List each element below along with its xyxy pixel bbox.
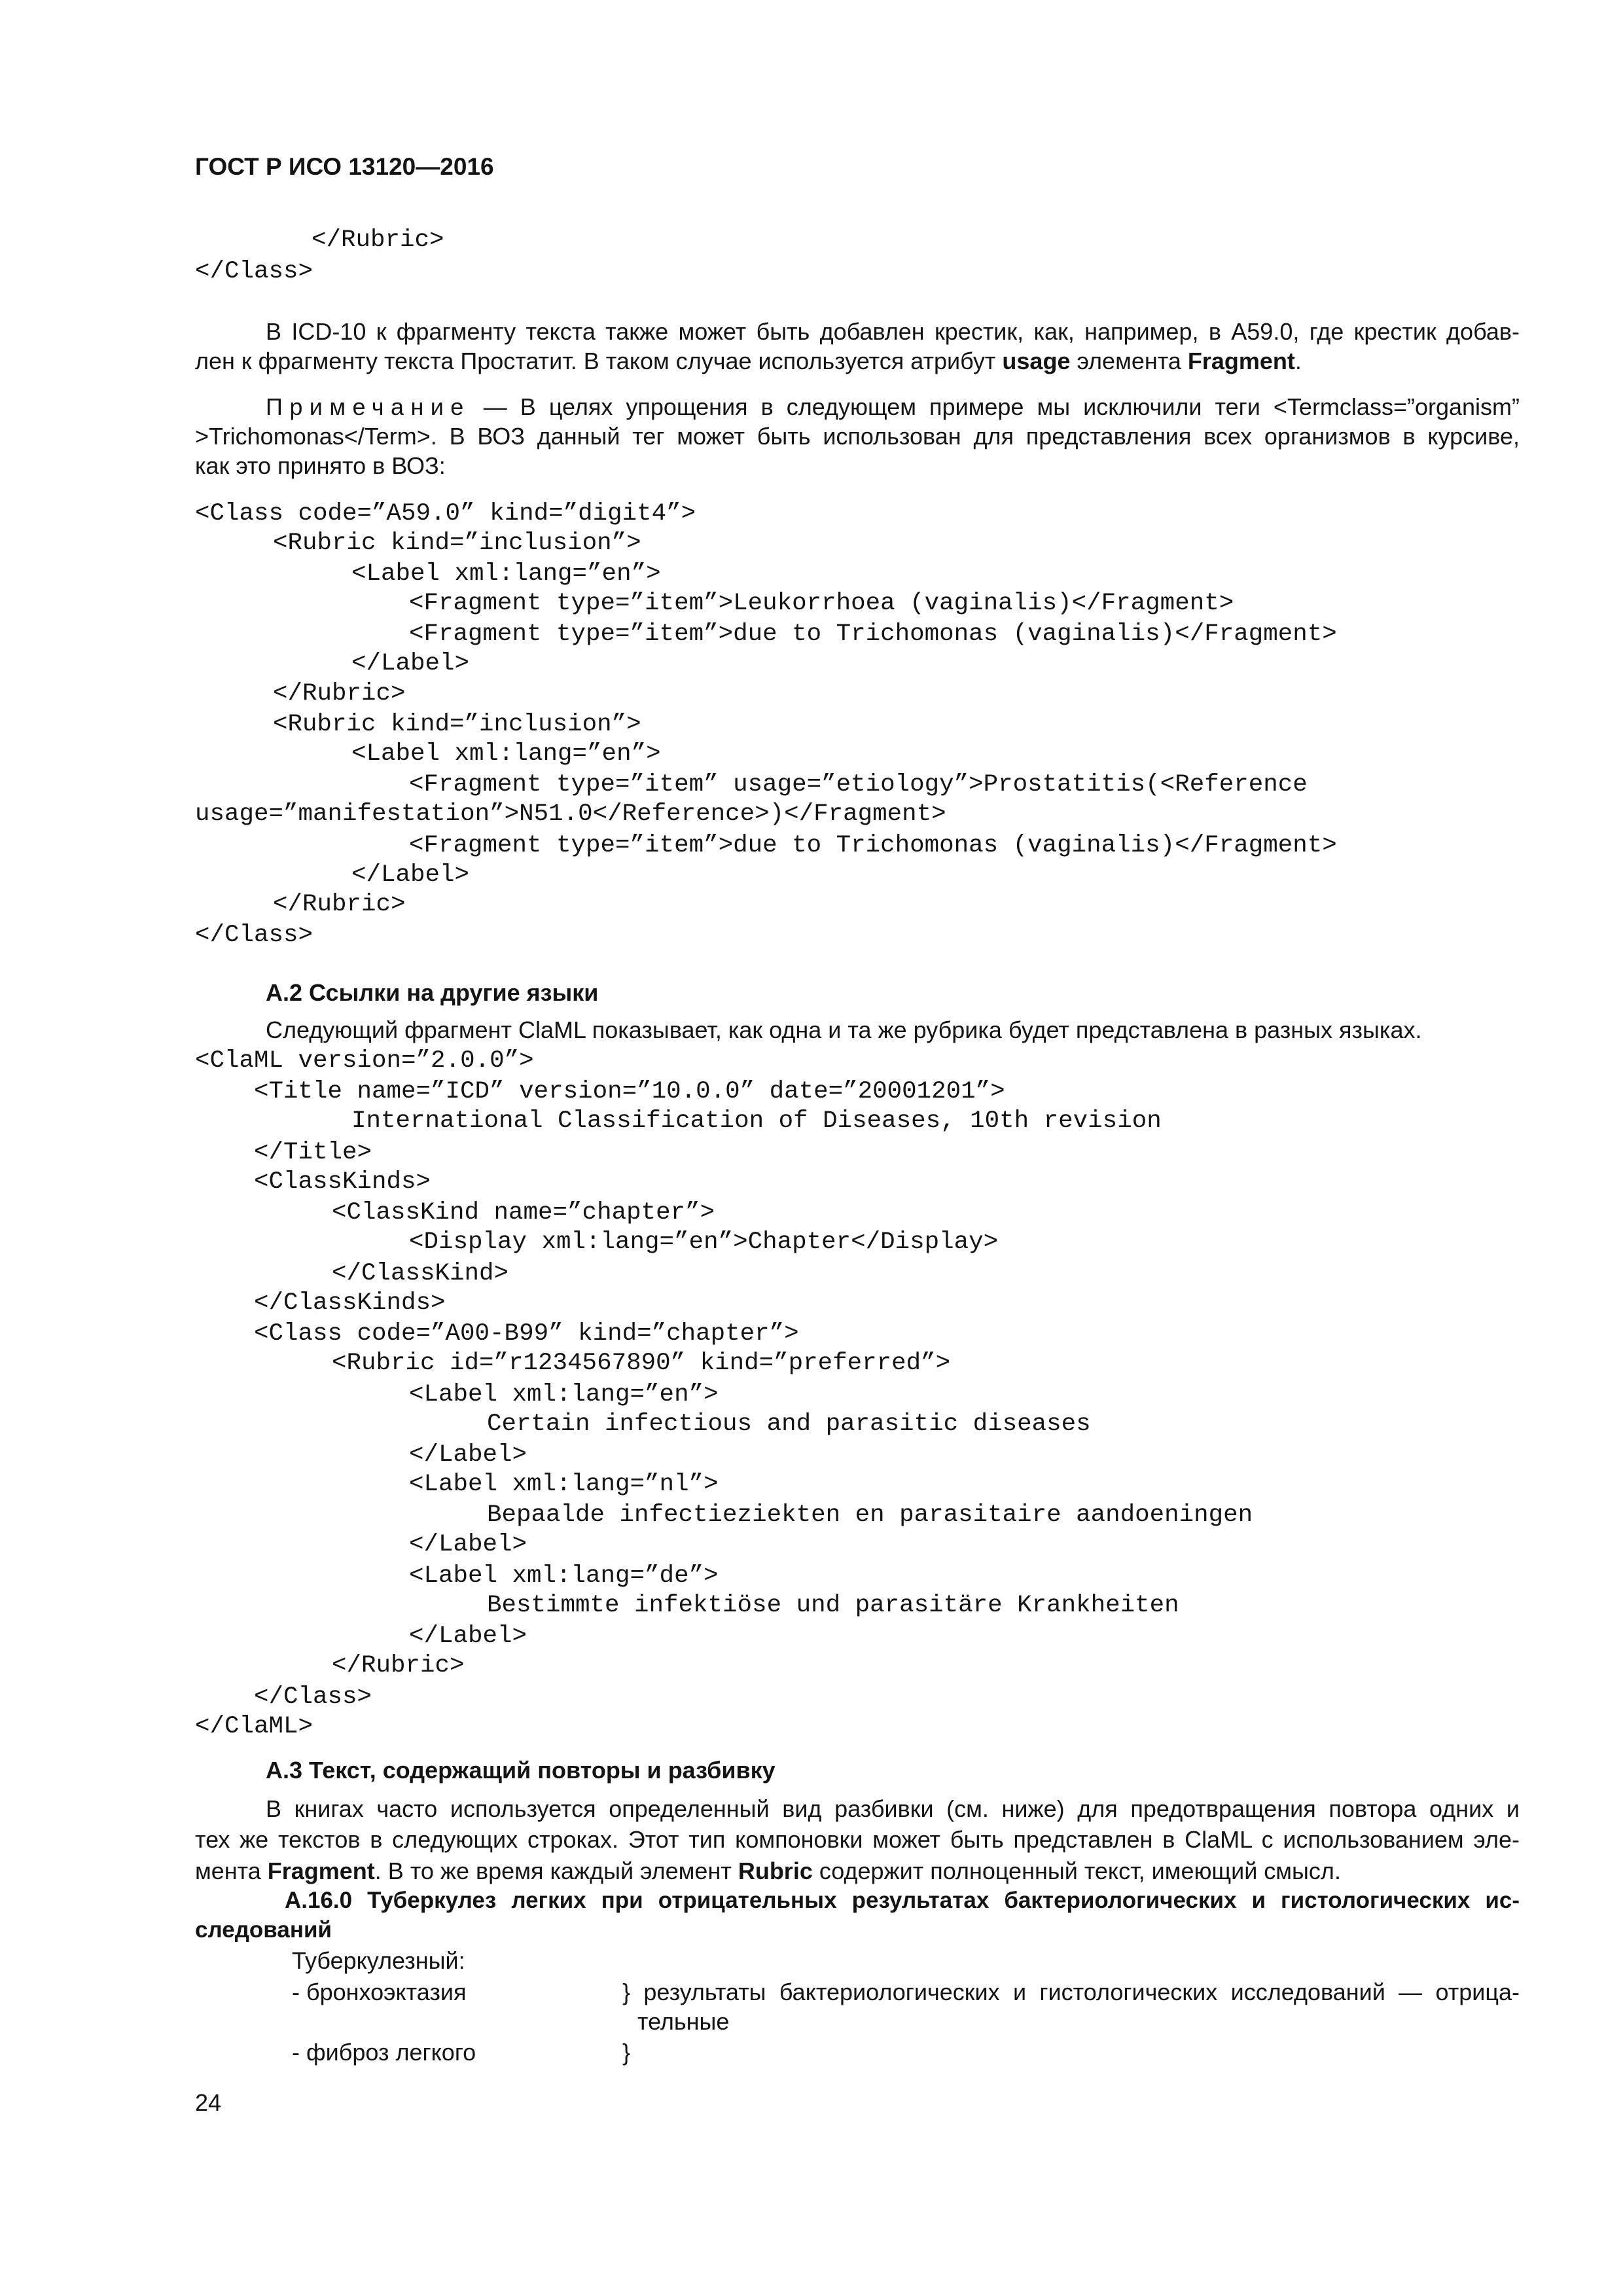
code-line: <Fragment type=”item”>due to Trichomonas (vaginalis)</Fragment>	[409, 832, 1337, 859]
note-line: как это принято в ВОЗ:	[195, 452, 446, 479]
code-line: <Class code=”A00-B99” kind=”chapter”>	[254, 1320, 799, 1348]
code-line: <Fragment type=”item” usage=”etiology”>Prostatitis(<Reference	[409, 771, 1308, 798]
code-line: <ClaML version=”2.0.0”>	[195, 1047, 534, 1075]
code-line: </ClassKind>	[332, 1260, 509, 1287]
code-line: </Label>	[409, 1531, 527, 1558]
code-line: </ClassKinds>	[254, 1289, 446, 1317]
section-heading: А.3 Текст, содержащий повторы и разбивку	[266, 1757, 776, 1784]
code-line: <Rubric id=”r1234567890” kind=”preferred”>	[332, 1350, 951, 1377]
code-line: </Class>	[254, 1683, 372, 1711]
code-line: <ClassKinds>	[254, 1168, 431, 1196]
code-line: <Label xml:lang=”nl”>	[409, 1471, 719, 1498]
code-line: </Class>	[195, 922, 313, 949]
brace-text: } результаты бактериологических и гистологических исследований — отрица-	[622, 1979, 1520, 2005]
section-heading: А.2 Ссылки на другие языки	[266, 979, 599, 1006]
code-line: <Label xml:lang=”en”>	[351, 560, 661, 588]
code-line: </Label>	[351, 650, 470, 677]
example-heading: следований	[195, 1917, 332, 1943]
list-item: - фиброз легкого	[292, 2039, 476, 2066]
code-line: <Fragment type=”item”>due to Trichomonas (vaginalis)</Fragment>	[409, 620, 1337, 648]
code-line: </Label>	[409, 1441, 527, 1469]
text-segment: .	[1294, 348, 1302, 374]
code-line: <ClassKind name=”chapter”>	[332, 1199, 715, 1227]
code-line: <Label xml:lang=”en”>	[409, 1381, 719, 1408]
note-line: >Trichomonas</Term>. В ВОЗ данный тег может быть использован для представления всех организмов в курсиве,	[195, 423, 1520, 450]
text-segment: — В целях упрощения в следующем примере мы исключили теги <Termclass=”organism”	[470, 393, 1520, 420]
code-line: <Title name=”ICD” version=”10.0.0” date=”20001201”>	[254, 1078, 1005, 1105]
paragraph-line: тех же текстов в следующих строках. Этот тип компоновки может быть представлен в ClaML с использованием эле-	[195, 1826, 1520, 1853]
text-segment: . В то же время каждый элемент	[374, 1857, 738, 1884]
text-segment: элемента	[1070, 348, 1188, 374]
code-line: </ClaML>	[195, 1713, 313, 1740]
code-line: International Classification of Diseases, 10th revision	[351, 1107, 1162, 1135]
code-line: Bestimmte infektiöse und parasitäre Krankheiten	[487, 1592, 1179, 1619]
note-label: Примечание	[266, 393, 471, 420]
text-segment: содержит полноценный текст, имеющий смысл.	[812, 1857, 1341, 1884]
code-line: <Label xml:lang=”en”>	[351, 740, 661, 768]
paragraph-line: В книгах часто используется определенный вид разбивки (см. ниже) для предотвращения повтора одних и	[266, 1795, 1520, 1822]
example-heading: А.16.0 Туберкулез легких при отрицательных результатах бактериологических и гистологических ис-	[285, 1888, 1520, 1913]
code-line: </Rubric>	[312, 226, 444, 254]
paragraph-line: В ICD-10 к фрагменту текста также может быть добавлен крестик, как, например, в A59.0, где крестик добав-	[266, 318, 1520, 345]
code-line: </Label>	[351, 861, 470, 889]
code-line: <Fragment type=”item”>Leukorrhoea (vaginalis)</Fragment>	[409, 590, 1234, 617]
code-line: </Rubric>	[332, 1652, 465, 1679]
page-number: 24	[195, 2089, 222, 2116]
code-line: </Title>	[254, 1139, 372, 1166]
note-line	[266, 392, 1520, 422]
paragraph-line	[195, 346, 1302, 376]
code-line: </Label>	[409, 1623, 527, 1650]
code-line: </Rubric>	[273, 680, 406, 708]
code-line: <Class code=”A59.0” kind=”digit4”>	[195, 500, 696, 528]
page-header-title: ГОСТ Р ИСО 13120—2016	[195, 153, 494, 180]
code-line: <Rubric kind=”inclusion”>	[273, 711, 641, 738]
code-line: <Rubric kind=”inclusion”>	[273, 529, 641, 557]
code-line: Certain infectious and parasitic diseases	[487, 1410, 1091, 1438]
bold-term: Rubric	[738, 1857, 813, 1884]
paragraph-line: Следующий фрагмент ClaML показывает, как одна и та же рубрика будет представлена в разных языках.	[266, 1016, 1422, 1043]
bold-term: Fragment	[267, 1857, 375, 1884]
bold-term: usage	[1002, 348, 1071, 374]
code-line: <Display xml:lang=”en”>Chapter</Display>	[409, 1229, 999, 1256]
text-segment: мента	[195, 1857, 268, 1884]
code-line: usage=”manifestation”>N51.0</Reference>)</Fragment>	[195, 800, 946, 828]
paragraph-line	[195, 1856, 1341, 1886]
brace-text: }	[622, 2039, 631, 2066]
code-line: </Class>	[195, 258, 313, 285]
code-line: <Label xml:lang=”de”>	[409, 1562, 719, 1590]
code-line: </Rubric>	[273, 891, 406, 918]
example-lead: Туберкулезный:	[292, 1947, 465, 1974]
list-item: - бронхоэктазия	[292, 1979, 467, 2005]
code-line: Bepaalde infectieziekten en parasitaire aandoeningen	[487, 1501, 1253, 1529]
bold-term: Fragment	[1187, 348, 1295, 374]
brace-text: тельные	[637, 2008, 730, 2035]
text-segment: лен к фрагменту текста Простатит. В таком случае используется атрибут	[195, 348, 1003, 374]
